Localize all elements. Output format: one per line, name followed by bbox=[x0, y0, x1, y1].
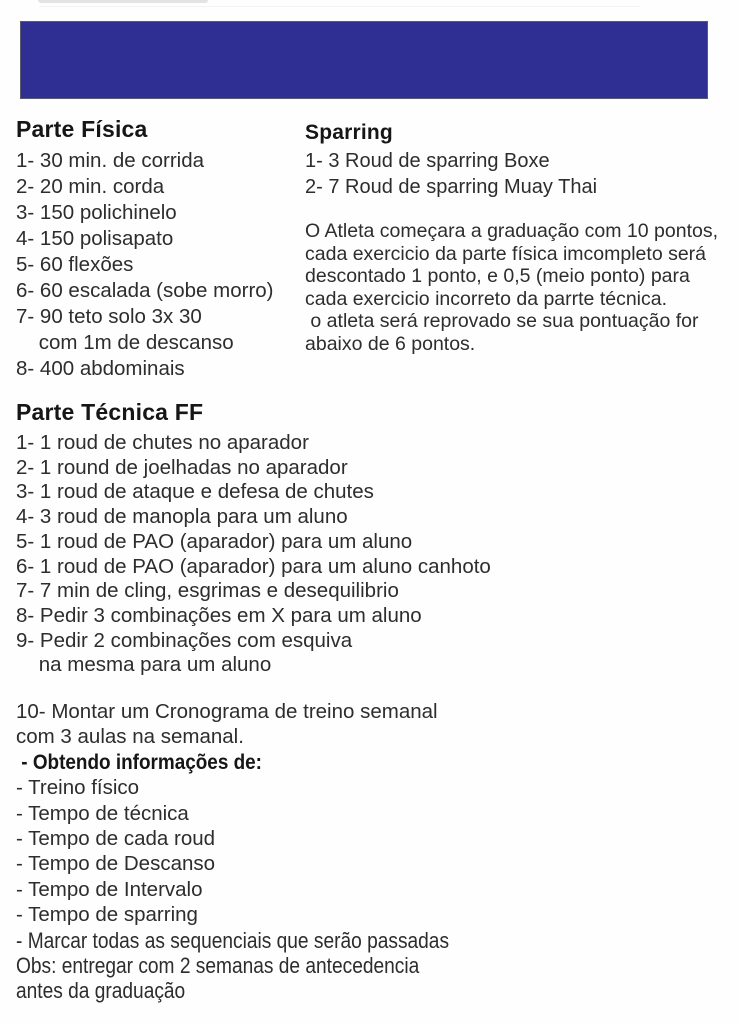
section-parte-tecnica bbox=[16, 399, 491, 678]
text-line: 2- 20 min. corda bbox=[16, 175, 165, 198]
section-cronograma bbox=[16, 699, 514, 1004]
text-line: na mesma para um aluno bbox=[16, 653, 272, 677]
header-banner bbox=[20, 21, 708, 99]
text-line: 2- 1 round de joelhadas no aparador bbox=[16, 455, 348, 479]
text-line: 10- Montar um Cronograma de treino semanal bbox=[16, 700, 438, 723]
text-line: 9- Pedir 2 combinações com esquiva bbox=[16, 628, 353, 652]
text-line: 7- 7 min de cling, esgrimas e desequilibrio bbox=[16, 579, 399, 603]
text-line: - Tempo de cada roud bbox=[16, 827, 216, 851]
text-line: 8- Pedir 3 combinações em X para um aluno bbox=[16, 603, 422, 627]
text-line: - Tempo de sparring bbox=[16, 903, 198, 927]
sparring-list bbox=[305, 148, 735, 200]
text-line: Obs: entregar com 2 semanas de antecedencia bbox=[16, 953, 420, 979]
text-line: 3- 1 roud de ataque e defesa de chutes bbox=[16, 480, 374, 504]
text-line: - Tempo de técnica bbox=[16, 801, 189, 825]
section-parte-fisica bbox=[16, 116, 274, 382]
text-line: 6- 1 roud de PAO (aparador) para um aluno canhoto bbox=[16, 554, 491, 578]
text-line: - Tempo de Intervalo bbox=[16, 877, 203, 901]
text-line: 5- 1 roud de PAO (aparador) para um aluno bbox=[16, 529, 413, 553]
text-line: descontado 1 ponto, e 0,5 (meio ponto) para bbox=[305, 265, 690, 287]
cronograma-lines bbox=[16, 699, 514, 1004]
text-line: - Treino físico bbox=[16, 776, 140, 800]
text-line: 1- 1 roud de chutes no aparador bbox=[16, 431, 309, 454]
text-line: 4- 3 roud de manopla para um aluno bbox=[16, 505, 348, 529]
parte-tecnica-title: Parte Técnica FF bbox=[16, 399, 204, 425]
text-line: 8- 400 abdominais bbox=[16, 357, 185, 380]
text-line: abaixo de 6 pontos. bbox=[305, 332, 476, 355]
text-line: O Atleta começara a graduação com 10 pontos, bbox=[305, 220, 718, 242]
text-line: o atleta será reprovado se sua pontuação for bbox=[305, 310, 699, 332]
text-line: 7- 90 teto solo 3x 30 bbox=[16, 305, 202, 328]
parte-fisica-list bbox=[16, 148, 274, 382]
scan-artifact-line bbox=[40, 6, 640, 7]
text-line: 5- 60 flexões bbox=[16, 253, 134, 276]
parte-tecnica-list bbox=[16, 431, 491, 678]
text-line: cada exercicio da parte física imcompleto será bbox=[305, 242, 707, 265]
text-line: - Tempo de Descanso bbox=[16, 852, 216, 876]
text-line: com 3 aulas na semanal. bbox=[16, 725, 244, 749]
text-line: antes da graduação bbox=[16, 978, 186, 1004]
text-line: - Marcar todas as sequenciais que serão passadas bbox=[16, 927, 450, 953]
text-line: 2- 7 Roud de sparring Muay Thai bbox=[305, 176, 598, 198]
section-sparring bbox=[305, 121, 735, 355]
text-line: - Obtendo informações de: bbox=[16, 749, 262, 774]
text-line: 6- 60 escalada (sobe morro) bbox=[16, 279, 274, 302]
parte-fisica-title: Parte Física bbox=[16, 116, 148, 142]
text-line: 3- 150 polichinelo bbox=[16, 201, 177, 224]
text-line: 1- 30 min. de corrida bbox=[16, 149, 205, 172]
scoring-note bbox=[305, 220, 735, 355]
text-line: 4- 150 polisapato bbox=[16, 227, 174, 250]
text-line: com 1m de descanso bbox=[16, 331, 234, 354]
text-line: cada exercicio incorreto da parrte técnica. bbox=[305, 287, 668, 310]
cropped-element-fragment bbox=[38, 0, 208, 3]
sparring-title: Sparring bbox=[305, 121, 393, 144]
text-line: 1- 3 Roud de sparring Boxe bbox=[305, 150, 550, 172]
